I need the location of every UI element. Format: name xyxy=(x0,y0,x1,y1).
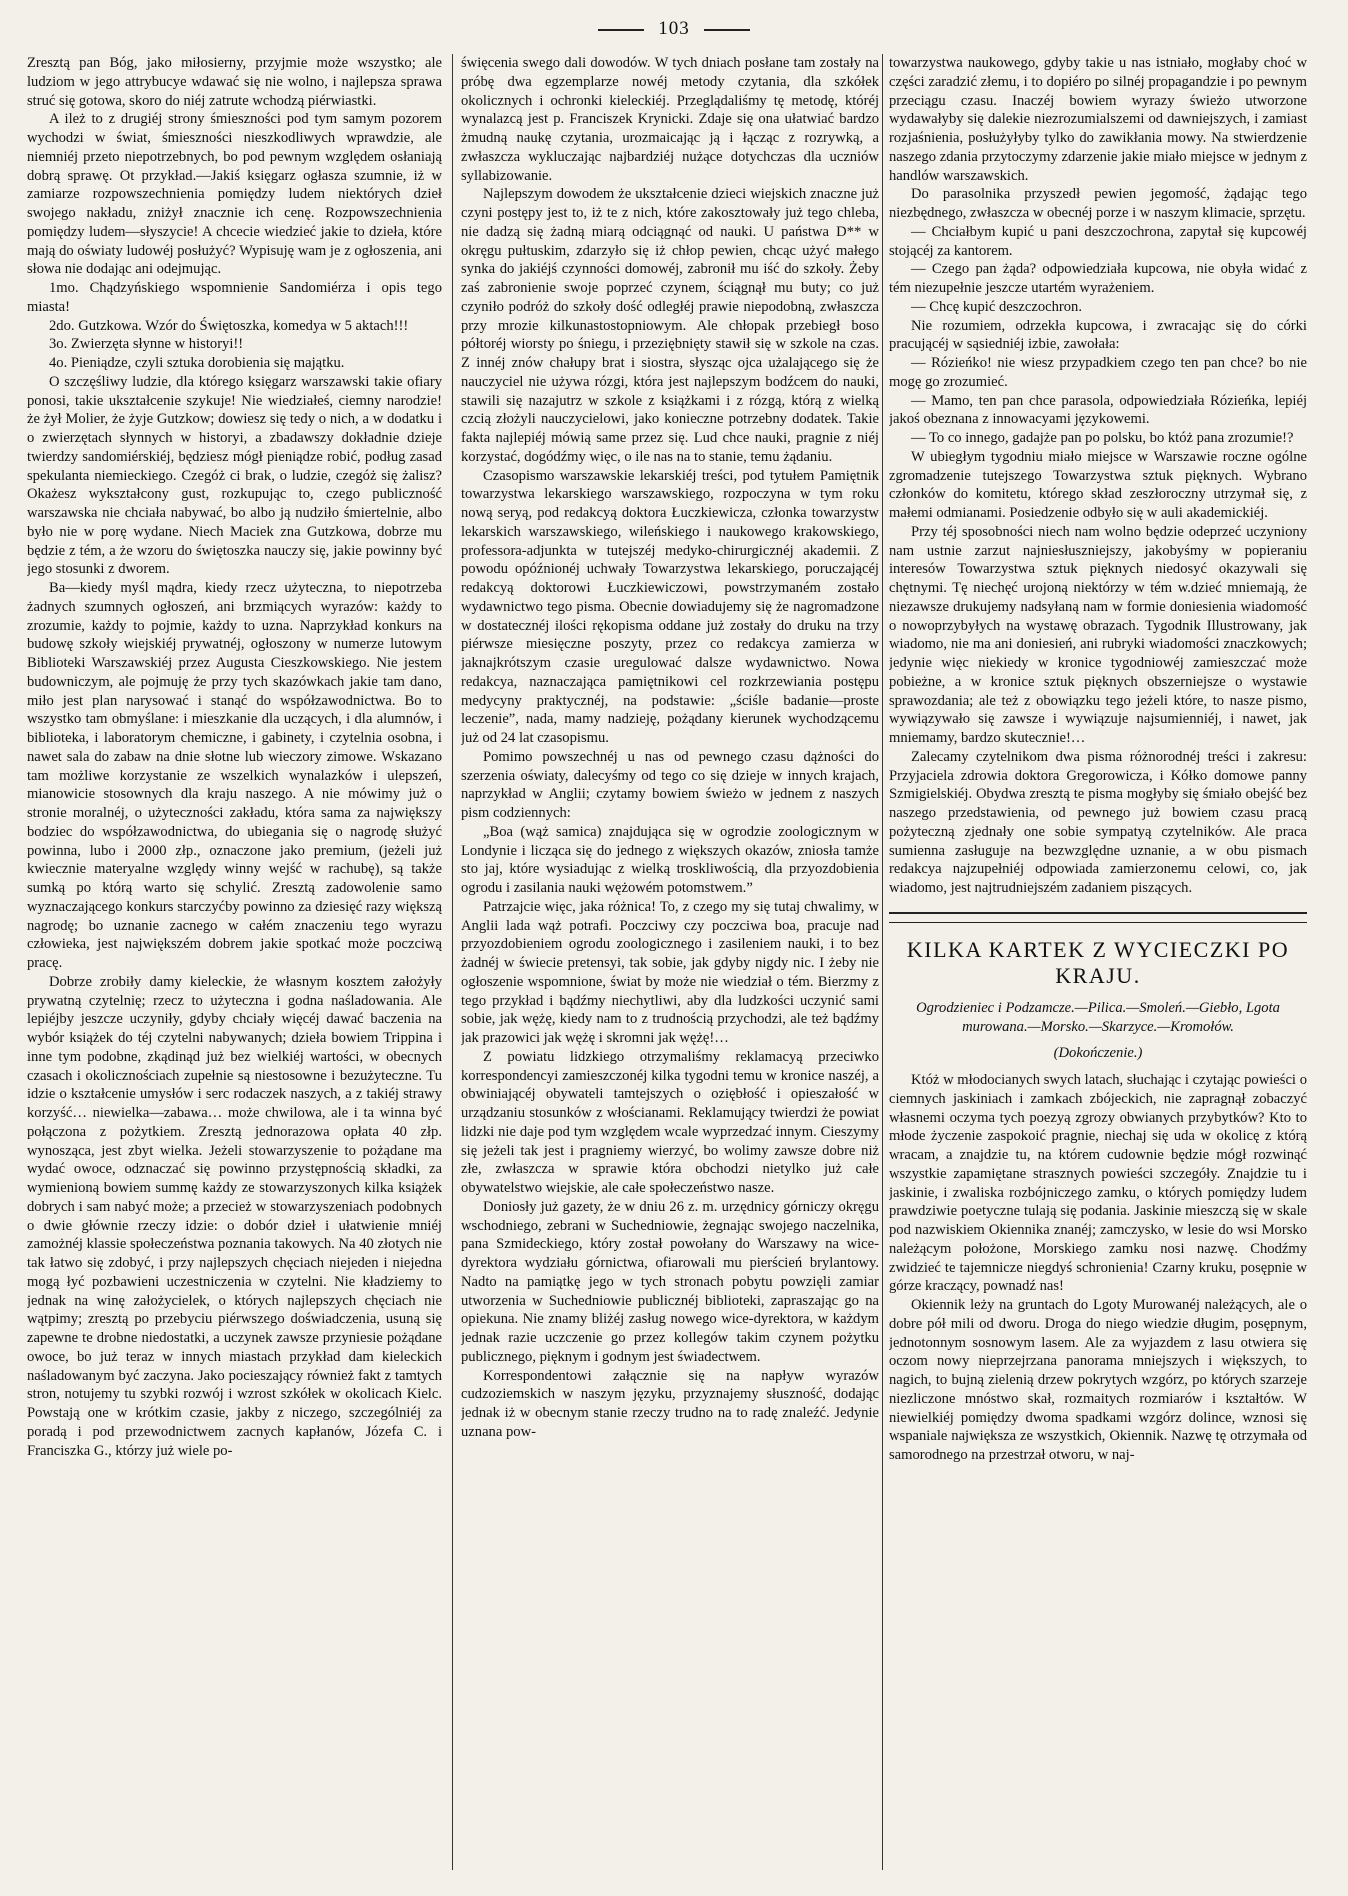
list-item: 3o. Zwierzęta słynne w historyi!! xyxy=(49,336,244,353)
paragraph: Patrzajcie więc, jaka różnica! To, z czego my się tutaj chwalimy, w Anglii lada wąż potrafi. Poczciwy czy poczciwa boa, pracuje nad przyozdobieniem ogrodu zoologicznego i zasileniem nauki, i to bez żadnéj w świecie pretensyi, tak sobie, jak gdyby nigdy nic. I żeby nie ogłoszenie wspomnione, świat by może nie wiedział o tém. Bierzmy z tego przykład i bądźmy niechytliwi, aby dla ludzkości uczynić sami sobie, jak wężę, kiedy nam to z trudnością przychodzi, ale też bądźmy jak prazowici jak wężę i skromni jak wężę!… xyxy=(461,898,879,1046)
header-dash-left xyxy=(598,29,644,31)
paragraph: Zalecamy czytelnikom dwa pisma różnorodnéj treści i zakresu: Przyjaciela zdrowia doktora Gregorowicza, i Kółko domowe panny Szmigielskiéj. Obydwa zresztą te pisma mogłyby się śmiało obejść bez naszego przedstawienia, od pewnego już bowiem czasu pracą pożyteczną zjednały one sobie sympatyą czytelników. Ale praca sumienna zasługuje na bezwzględne uznanie, a w obu pismach redakcya najzupełniéj odpowiada zamierzonemu celowi, co, jak wiadomo, jest najtrudniejszém zadaniem piszących. xyxy=(889,748,1307,896)
column-divider-2 xyxy=(882,54,883,1870)
list-item: 1mo. Chądzyńskiego wspomnienie Sandomiérza i opis tego miasta! xyxy=(27,280,442,315)
paragraph: Doniosły już gazety, że w dniu 26 z. m. urzędnicy górniczy okręgu wschodniego, zebrani w Suchedniowie, żegnając swojego naczelnika, pana Szmideckiego, który został powołany do Warszawy na wice-dyrektora wydziału górnictwa, ofiarowali mu pierścień brylantowy. Nadto na pamiątkę jego w tych stronach pobytu powzięli zamiar utworzenia w Suchedniowie publicznéj biblioteki, zapraszając go na opiekuna. Nie znamy bliżéj zasług nowego wice-dyrektora, w każdym jednak razie uczczenie go przez kollegów takim czynem pożytku publicznego, pięknym i godnym jest świadectwem. xyxy=(461,1198,879,1365)
paragraph: Okiennik leży na gruntach do Lgoty Murowanéj należących, ale o dobre pół mili od dworu. Droga do niego wiedzie długim, posępnym, jednotonnym sosnowym lasem. Ale za wyjazdem z lasu otwiera się oczom nowy nieprzejrzana panorama mniejszych i większych, to nagich, to bujną zielenią drzew pokrytych wzgórz, po których szarzeje niezliczone mnóstwo skał, rozmaitych rozmiarów i kształtów. W niewielkiéj pomiędzy dwoma spadkami wzgórz dolince, wznosi się wspaniale największa ze wszystkich, Okiennik. Nazwę tę otrzymała od samorodnego na przestrzał otworu, w naj- xyxy=(889,1297,1307,1463)
paragraph: Dobrze zrobiły damy kieleckie, że własnym kosztem założyły prywatną czytelnię; rzecz to użyteczna i godna naśladowania. Ale lepiéjby jeszcze uczyniły, gdyby chciały więcéj dawać baczenia na wybór książek do téj czytelni nabywanych; dzieła bowiem Trippina i inne tym podobne, zkądinąd już bez wielkiéj wartości, w obecnych czasach i okolicznościach zupełnie są niestosowne i bezużyteczne. Tu idzie o kształcenie umysłów i serc rodaczek naszych, a z takiéj strawy korzyść… niewielka—zabawa… może chwilowa, ale i ta winna być połączona z pożytkiem. Zresztą jednorazowa opłata 40 złp. wynosząca, jest zbyt wielka. Jeżeli stowarzyszenie to pożądane ma wydać owoce, odznaczać się powinno przystępnością składki, za wymienioną bowiem summę każdy ze stowarzyszonych kilka książek dobrych i sam nabyć może; a przecież w stowarzyszeniach podobnych o dwie głównie rzeczy idzie: o dobór dzieł i ułatwienie mniéj zamożnéj klassie społeczeństwa poznania takowych. Na 40 złotych nie tak łatwo się zdobyć, i przy najlepszych chęciach niejeden i niejedna mogą łyć pozbawieni uczestniczenia w czytelni. Nie kładziemy to jednak na winę założycielek, o których najlepszych chęciach nie wątpimy; zresztą po przebyciu piérwszego doświadczenia, usuną się zapewne te drobne niedostatki, a uczynek zawsze przyniesie pożądane owoce, bo już teraz w innych miastach przykład dam kieleckich naśladowanym być zaczyna. Jako pocieszający również fakt z tamtych stron, notujemy tu szybki rozwój i wzrost szkółek w okolicach Kielc. Powstają one w krótkim czasie, jakby z niczego, szczególniéj za poradą i pod przewodnictwem zacnych kapłanów, Józefa C. i Franciszka G., którzy już wiele po- xyxy=(27,973,442,1459)
section-continuation: (Dokończenie.) xyxy=(1053,1045,1143,1062)
column-divider-1 xyxy=(452,54,453,1870)
list-item: 4o. Pieniądze, czyli sztuka dorobienia się majątku. xyxy=(49,355,345,371)
dialogue-line: — Chciałbym kupić u pani deszczochrona, zapytał się kupcowéj stojącéj za kantorem. xyxy=(889,223,1307,259)
column-3 xyxy=(889,54,1307,1874)
column-1 xyxy=(27,54,442,1874)
page-number: 103 xyxy=(658,18,690,39)
paragraph: Do parasolnika przyszedł pewien jegomość, żądając tego niezbędnego, zwłaszcza w obecnéj porze i w naszym klimacie, sprzętu. xyxy=(889,186,1307,221)
paragraph: Korrespondentowi załącznie się na napływ wyrazów cudzoziemskich w naszym języku, przyznajemy słuszność, dodając jednak iż w obecnym stanie rzeczy trudno na to radę znaleźć. Jedynie uznana pow- xyxy=(461,1367,879,1440)
page-header xyxy=(0,18,1348,40)
section-divider-thin xyxy=(889,922,1307,923)
paragraph: Pomimo powszechnéj u nas od pewnego czasu dążności do szerzenia oświaty, dalecyśmy od tego co się dzieje w innych krajach, naprzykład w Anglii; czytamy bowiem świeżo w jednem z naszych pism codziennych: xyxy=(461,748,879,821)
list-item: 2do. Gutzkowa. Wzór do Świętoszka, komedya w 5 aktach!!! xyxy=(49,317,409,334)
paragraph: O szczęśliwy ludzie, dla którego księgarz warszawski takie ofiary ponosi, takie ukształcenie szykuje! Nie wiedziałeś, ciemny narodzie! że żył Molier, że żyje Gutzkow; dowiesz się tedy o nich, a w dodatku i o zwierzętach słynnych w historyi, a zbadawszy dokładnie dzieje twierdzy sandomiérskiéj, będziesz mógł pieniądze robić, podług zasad spekulanta niemieckiego. Czegóż ci brak, o ludzie, czegóż się żalisz? Okażesz wykształcony gust, rozkupując to, czego publiczność warszawska nie chciała nabywać, bo albo ją nudziło śmiertelnie, albo było nie w porę wydane. Niech Maciek zna Gutzkowa, dobrze mu będzie z tém, a że wzoru do świętoszka nauczy się, jakie powinny być jego stosunki z dworem. xyxy=(27,373,442,578)
paragraph: święcenia swego dali dowodów. W tych dniach posłane tam zostały na próbę dwa egzemplarze nowéj metody czytania, dla szkółek okolicznych i ochronki kieleckiéj. Przeglądaliśmy tę metodę, któréj wynalazcą jest p. Franciszek Krynicki. Zdaje się ona ułatwiać bardzo żmudną naukę czytania, urozmaicając ją i łącząc z rozrywką, a zwłaszcza wykluczając najbardziéj nużące dotychczas dla uczniów syllabizowanie. xyxy=(461,55,879,184)
paragraph: Z powiatu lidzkiego otrzymaliśmy reklamacyą przeciwko korrespondencyi zamieszczonéj kilka tygodni temu w kronice naszéj, a obwiniającéj obywateli tamtejszych o oziębłość i opieszałość w urządzaniu stosunków z włościanami. Reklamujący twierdzi że powiat lidzki nie daje pod tym względem wcale wyprzedzać innym. Cieszymy się jeżeli tak jest i pragniemy wierzyć, bo wolimy zawsze dobre niż złe, zwłaszcza w sprawie która obchodzi nietylko już całe obywatelstwo wiejskie, ale całe społeczeństwo nasze. xyxy=(461,1048,879,1196)
dialogue-line: — To co innego, gadajże pan po polsku, bo któż pana zrozumie!? xyxy=(911,430,1294,446)
paragraph: Zresztą pan Bóg, jako miłosierny, przyjmie może wszystko; ale ludziom w jego attrybucye wdawać się nie wolno, i najlepsza sprawa struć się gotowa, skoro do niéj zatrute wchodzą piérwiastki. xyxy=(27,55,442,109)
section-divider xyxy=(889,912,1307,914)
paragraph: Nie rozumiem, odrzekła kupcowa, i zwracając się do córki pracującéj w sąsiedniéj izbie, zawołała: xyxy=(889,317,1307,353)
section-subtitle: Ogrodzieniec i Podzamcze.—Pilica.—Smoleń.—Giebło, Lgota murowana.—Morsko.—Skarzyce.—Kromołów. xyxy=(916,999,1280,1035)
quote-paragraph: „Boa (wąż samica) znajdująca się w ogrodzie zoologicznym w Londynie i licząca się do jednego z większych okazów, zniosła tamże sto jaj, które wysiadując z wielką troskliwością, dla przyozdobienia ogrodu i zasilania nauki wężowém potomstwem.” xyxy=(461,823,879,896)
paragraph: Czasopismo warszawskie lekarskiéj treści, pod tytułem Pamiętnik towarzystwa lekarskiego warszawskiego, rozpoczyna w tym roku nową seryą, pod redakcyą doktora Łuczkiewicza, członka towarzystw lekarskich warszawskiego, wileńskiego i naukowego krakowskiego, professora-adjunkta w tutejszéj medyko-chirurgicznéj akademii. Z powodu opóźnionéj uchwały Towarzystwa lekarskiego, poruczającéj redakcyą doktorowi Łuczkiewiczowi, powstrzymaném zostało wydawnictwo tego pisma. Obecnie dowiadujemy się że nagromadzone w dostatecznéj ilości rękopisma oddane już zostały do druku na trzy piérwsze miesięczne poszyty, przez co redakcya zamierza w jaknajkrótszym czasie uregulować dalsze wydawnictwo. Nowa redakcya, naznaczająca pamiętnikowi cel rozkrzewiania postępu medycyny praktycznéj, na podstawie: „ściśle badanie—proste leczenie”, nada, mamy nadzieję, pożądany kierunek wychodzącemu już od 24 lat czasopismu. xyxy=(461,467,879,746)
paragraph: Któż w młodocianych swych latach, słuchając i czytając powieści o ciemnych jaskiniach i zamkach zbójeckich, nie zapragnął zobaczyć własnemi oczyma tych poezyą zgrozy obwianych przybytków? Kto to młode życzenie zaspokoić pragnie, niechaj się uda w okolicę z którą wracam, a znajdzie tu, na którem cudownie będzie mógł rozwinąć wszystkie zapamiętane strasznych powieści szczegóły. Znajdzie tu i jaskinie, i zwaliska rozbójniczego zamku, o których pomiędzy ludem prawdziwie poetyczne tulają się podania. Jaskinie mieszczą się w skale pod nazwiskiem Okiennika znanéj; zamczysko, w lesie do wsi Morsko należącym położone, Morskiego zamku nosi nazwę. Chodźmy zwidzieć te tajemnicze niegdyś schronienia! Czarny kruku, posępnie w górze kraczący, pownadź nas! xyxy=(889,1072,1307,1295)
column-2 xyxy=(461,54,879,1874)
paragraph: A ileż to z drugiéj strony śmieszności pod tym samym pozorem wychodzi w świat, śmieszności nieszkodliwych wprawdzie, ale niemniéj przeto niepotrzebnych, bo pod pewnym względem osłaniają dobrą sprawę. Ot przykład.—Jakiś księgarz ogłasza szumnie, iż w zamiarze rozpowszechnienia pomiędzy ludem niektórych dzieł swojego nakładu, zniżył znacznie ich cenę. Rozpowszechnienia pomiędzy ludem—słyszycie! A chcecie wiedzieć jakie to dzieła, które mają do oświaty ludowéj posłużyć? Wypisuję wam je z ogłoszenia, ani słowa nie dodając ani odejmując. xyxy=(27,111,442,278)
paragraph: towarzystwa naukowego, gdyby takie u nas istniało, mogłaby choć w części zaradzić złemu, i to dopiéro po silnéj propagandzie i po pewnym przeciągu czasu. Inaczéj bowiem wyrazy świeżo utworzone wydawałyby się dalekie niezrozumialszemi od dawniejszych, i zamiast rozjaśnienia, posłużyłyby tylko do zawikłania mowy. Na stwierdzenie naszego zdania przytoczymy zdarzenie jakie miało miejsce w jednym z handlów warszawskich. xyxy=(889,55,1307,184)
section-title: KILKA KARTEK Z WYCIECZKI PO KRAJU. xyxy=(906,936,1290,988)
paragraph: Przy téj sposobności niech nam wolno będzie odeprzeć uczyniony nam ustnie zarzut najniesłuszniejszy, jakobyśmy w popieraniu interesów Towarzystwa sztuk pięknych niedosyć okazywali się chętnymi. Tę niechęć urojoną niektórzy w tém w.dzieć mniemają, że niezawsze drukujemy nadsyłaną nam w formie doniesienia wiadomość o nowoprzybyłych na wystawę obrazach. Tygodnik Illustrowany, jak wiadomo, nie ma ani doniesień, ani rubryki wiadomości znaczkowych; jedynie więc niekiedy w kronice tygodniowéj zamieszczać może pobieżne, a w kronice sztuk pięknych obszerniejsze o wystawie sprawozdania; ale też z obowiązku tego jeżeli które, to nasze pismo, wywiązywało się zawsze i wywiązuje najsumienniéj, i nawet, jak mniemamy, bardzo skutecznie!… xyxy=(889,523,1307,746)
header-dash-right xyxy=(704,29,750,31)
paragraph: Ba—kiedy myśl mądra, kiedy rzecz użyteczna, to niepotrzeba żadnych szumnych ogłoszeń, ani brzmiących wyrazów: każdy to zrozumie, każdy to pojmie, każdy to uzna. Naprzykład konkurs na budowę szkoły wiejskiéj prywatnéj, ogłoszony w numerze lutowym Biblioteki Warszawskiéj przez Augusta Cieszkowskiego. Nie jestem budowniczym, ale pojmuję że przy tych skazówkach jakie tam dano, miło jest plan narysować i stanąć do współzawodnictwa. Bo to wszystko tam obmyślane: i mieszkanie dla uczących, i dla alumnów, i biblioteka, i laboratorym chemiczne, i gabinety, i czytelnia osobna, i nawet sala do zabaw na dnie słotne lub wieczory zimowe. Wskazano tam możliwe korzystanie ze wszelkich wynalazków i ulepszeń, mianowicie stosownych dla kraju naszego. A nie mówimy już o stronie moralnéj, o użyteczności zakładu, która sama za największy bodziec do współzawodnictwa, do ubiegania się o nagrodę służyć powinna, lubo i 2000 złp., oznaczone jako premium, (jeżeli już kwiecznie materyalne względy winny wejść w rachubę), są także sumką po którą warto się schylić. Zresztą zadowolenie samo wyznaczającego konkurs starczyćby powinno za dziesięć razy większą nagrodę; bo uznanie zacnego w całém znaczeniu tego wyrazu człowieka, jest największém dobrem jakie spotkać może poczciwą pracę. xyxy=(27,580,442,971)
dialogue-line: — Chcę kupić deszczochron. xyxy=(911,298,1083,315)
paragraph: W ubiegłym tygodniu miało miejsce w Warszawie roczne ogólne zgromadzenie tutejszego Towarzystwa sztuk pięknych. Wybrano członków do komitetu, którego skład zeszłoroczny utrzymał się, z małemi odmianami. Posiedzenie odbyło się w auli akademickiéj. xyxy=(889,448,1307,521)
dialogue-line: — Mamo, ten pan chce parasola, odpowiedziała Rózieńka, lepiéj jakoś obeznana z innowacyami językowemi. xyxy=(889,392,1307,428)
dialogue-line: — Rózieńko! nie wiesz przypadkiem czego ten pan chce? bo nie mogę go zrozumieć. xyxy=(889,355,1307,390)
paragraph: Najlepszym dowodem że ukształcenie dzieci wiejskich znaczne już czyni postępy jest to, iż te z nich, które zakosztowały już tego chleba, nie dadzą się żadną miarą odciągnąć od nauki. U państwa D** w okręgu pułtuskim, zdarzyło się iż chłop pewien, chcąc użyć małego synka do jakiéjś czynności domowéj, zabronił mu iść do szkoły. Żeby zaś zabronienie swoje poprzeć czynem, ściągnął mu buty; co już czyniło podróż do szkoły dość odległéj prawie niepodobną, zwłaszcza przy mrozie kilkunastostopniowym. Ale chłopak przebiegł boso półtoréj wiorsty po śniegu, i przeziębnięty stawił się w szkole na czas. Z innéj znów chałupy brat i siostra, słysząc ojca użalającego się że nauczyciel nie używa rózgi, która jest najlepszym bodźcem do nauki, stawili się nazajutrz w szkole z książkami i z rózgą, którą z wielką czcią złożyli nauczycielowi, jako konieczne potrzebny dodatek. Takie fakta najlepiéj mówią same przez się. Lud chce nauki, pragnie z niéj korzystać, dogódźmy więc, o ile nas na to stanie, temu żądaniu. xyxy=(461,186,879,465)
dialogue-line: — Czego pan żąda? odpowiedziała kupcowa, nie obyła widać z tém niezupełnie jeszcze utartém wyrażeniem. xyxy=(889,261,1307,296)
